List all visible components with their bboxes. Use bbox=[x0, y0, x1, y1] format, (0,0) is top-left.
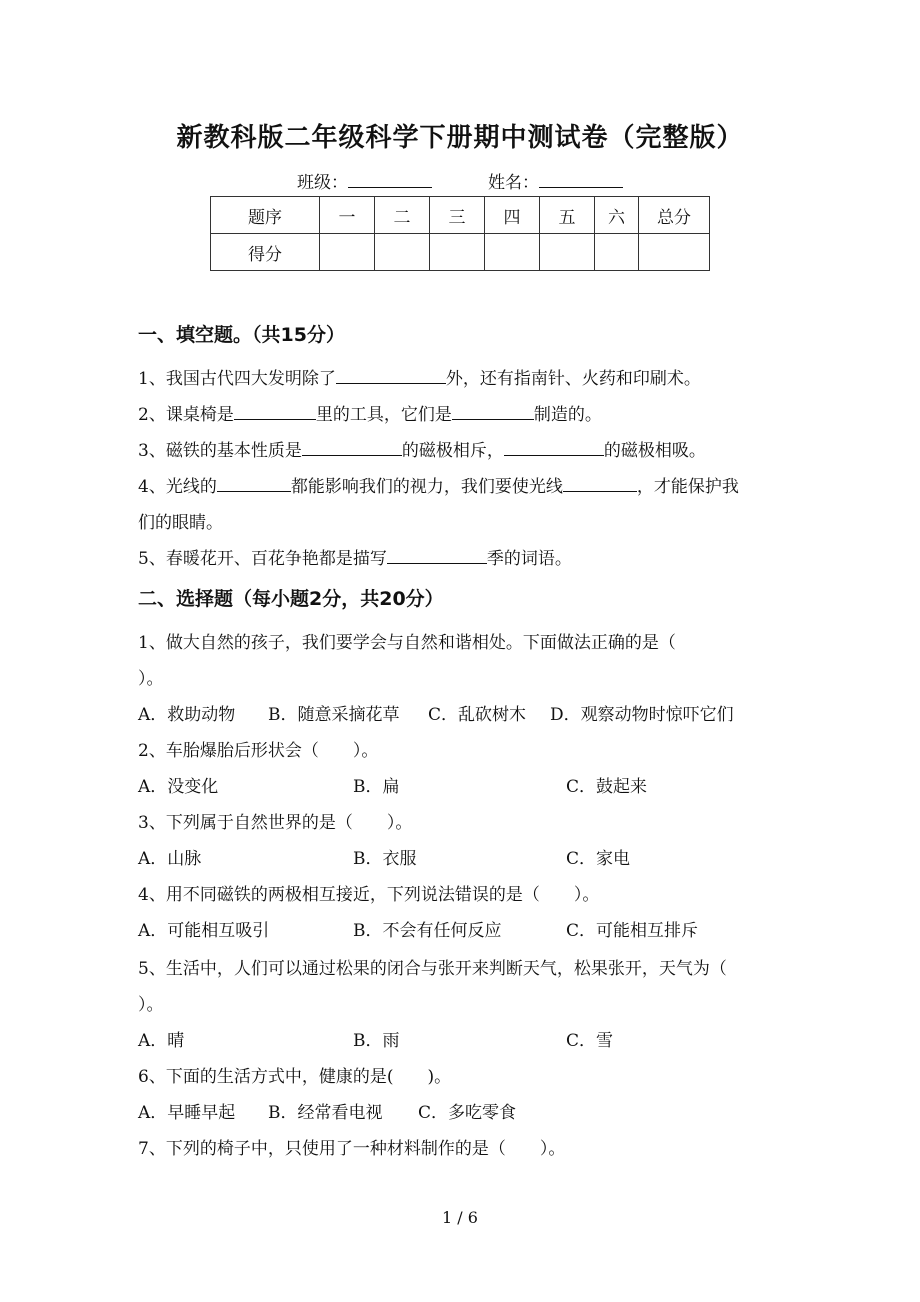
question-text: 2、课桌椅是 bbox=[138, 405, 234, 425]
option-c[interactable]: C．雪 bbox=[566, 1031, 614, 1051]
score-table bbox=[210, 196, 710, 271]
score-cell[interactable] bbox=[430, 234, 485, 271]
student-info bbox=[0, 168, 920, 193]
page-title: 新教科版二年级科学下册期中测试卷（完整版） bbox=[176, 123, 744, 153]
score-cell[interactable] bbox=[320, 234, 375, 271]
score-table-header-row bbox=[211, 197, 710, 234]
option-b[interactable]: B．不会有任何反应 bbox=[353, 921, 502, 941]
score-cell[interactable] bbox=[375, 234, 430, 271]
option-b[interactable]: B．雨 bbox=[353, 1031, 400, 1051]
fill-question-2 bbox=[138, 400, 602, 425]
header-cell: 六 bbox=[595, 197, 639, 234]
row-label-cell: 得分 bbox=[211, 234, 320, 271]
option-a[interactable]: A．可能相互吸引 bbox=[138, 921, 270, 941]
header-cell: 一 bbox=[320, 197, 375, 234]
option-a[interactable]: A．晴 bbox=[138, 1031, 185, 1051]
question-text: 都能影响我们的视力，我们要使光线 bbox=[290, 477, 563, 497]
question-text: 季的词语。 bbox=[486, 549, 572, 569]
question-text: 4、光线的 bbox=[138, 477, 217, 497]
answer-blank[interactable] bbox=[563, 475, 637, 492]
choice-question-4: 4、用不同磁铁的两极相互接近，下列说法错误的是（ ）。 bbox=[138, 885, 600, 905]
question-text: 外，还有指南针、火药和印刷术。 bbox=[445, 369, 701, 389]
header-cell: 三 bbox=[430, 197, 485, 234]
header-cell: 二 bbox=[375, 197, 430, 234]
fill-question-4 bbox=[138, 472, 739, 497]
class-label: 班级： bbox=[297, 173, 348, 193]
option-b[interactable]: B．经常看电视 bbox=[268, 1103, 383, 1123]
question-text: 制造的。 bbox=[533, 405, 602, 425]
choice-question-5: 5、生活中，人们可以通过松果的闭合与张开来判断天气，松果张开，天气为（ bbox=[138, 959, 727, 979]
answer-blank[interactable] bbox=[504, 439, 604, 456]
fill-question-5 bbox=[138, 544, 572, 569]
question-text: 里的工具，它们是 bbox=[315, 405, 452, 425]
score-cell[interactable] bbox=[540, 234, 595, 271]
answer-blank[interactable] bbox=[452, 403, 534, 420]
option-c[interactable]: C．多吃零食 bbox=[418, 1103, 517, 1123]
header-cell: 五 bbox=[540, 197, 595, 234]
answer-blank[interactable] bbox=[234, 403, 316, 420]
page-number: 1 / 6 bbox=[442, 1208, 478, 1227]
class-blank[interactable] bbox=[348, 171, 432, 188]
choice-question-7: 7、下列的椅子中，只使用了一种材料制作的是（ ）。 bbox=[138, 1139, 566, 1159]
option-c[interactable]: C．家电 bbox=[566, 849, 631, 869]
choice-question-1-cont: ）。 bbox=[138, 669, 164, 689]
option-a[interactable]: A．没变化 bbox=[138, 777, 219, 797]
question-text: ，才能保护我 bbox=[636, 477, 739, 497]
section2-heading: 二、选择题（每小题2分，共20分） bbox=[138, 588, 444, 610]
choice-question-5-cont: ）。 bbox=[138, 995, 164, 1015]
option-a[interactable]: A．山脉 bbox=[138, 849, 202, 869]
option-c[interactable]: C．乱砍树木 bbox=[428, 705, 527, 725]
name-blank[interactable] bbox=[539, 171, 623, 188]
option-b[interactable]: B．衣服 bbox=[353, 849, 417, 869]
choice-question-2: 2、车胎爆胎后形状会（ ）。 bbox=[138, 741, 379, 761]
option-c[interactable]: C．鼓起来 bbox=[566, 777, 648, 797]
score-cell[interactable] bbox=[639, 234, 710, 271]
section1-heading: 一、填空题。（共15分） bbox=[138, 324, 345, 346]
answer-blank[interactable] bbox=[336, 367, 446, 384]
choice-question-3: 3、下列属于自然世界的是（ ）。 bbox=[138, 813, 413, 833]
score-cell[interactable] bbox=[595, 234, 639, 271]
fill-question-4-cont: 们的眼睛。 bbox=[138, 513, 223, 533]
score-table-score-row bbox=[211, 234, 710, 271]
header-cell: 四 bbox=[485, 197, 540, 234]
fill-question-3 bbox=[138, 436, 706, 461]
answer-blank[interactable] bbox=[217, 475, 291, 492]
choice-question-6: 6、下面的生活方式中，健康的是( )。 bbox=[138, 1067, 452, 1087]
option-a[interactable]: A．救助动物 bbox=[138, 705, 236, 725]
option-b[interactable]: B．扁 bbox=[353, 777, 400, 797]
choice-question-1: 1、做大自然的孩子，我们要学会与自然和谐相处。下面做法正确的是（ bbox=[138, 633, 676, 653]
question-text: 的磁极相斥， bbox=[401, 441, 504, 461]
option-b[interactable]: B．随意采摘花草 bbox=[268, 705, 400, 725]
name-label: 姓名： bbox=[488, 173, 539, 193]
question-text: 5、春暖花开、百花争艳都是描写 bbox=[138, 549, 387, 569]
score-cell[interactable] bbox=[485, 234, 540, 271]
question-text: 的磁极相吸。 bbox=[603, 441, 706, 461]
option-d[interactable]: D．观察动物时惊吓它们 bbox=[550, 705, 734, 725]
option-a[interactable]: A．早睡早起 bbox=[138, 1103, 236, 1123]
fill-question-1 bbox=[138, 364, 701, 389]
header-cell: 题序 bbox=[211, 197, 320, 234]
question-text: 1、我国古代四大发明除了 bbox=[138, 369, 336, 389]
answer-blank[interactable] bbox=[302, 439, 402, 456]
question-text: 3、磁铁的基本性质是 bbox=[138, 441, 302, 461]
option-c[interactable]: C．可能相互排斥 bbox=[566, 921, 699, 941]
header-cell: 总分 bbox=[639, 197, 710, 234]
answer-blank[interactable] bbox=[387, 547, 487, 564]
